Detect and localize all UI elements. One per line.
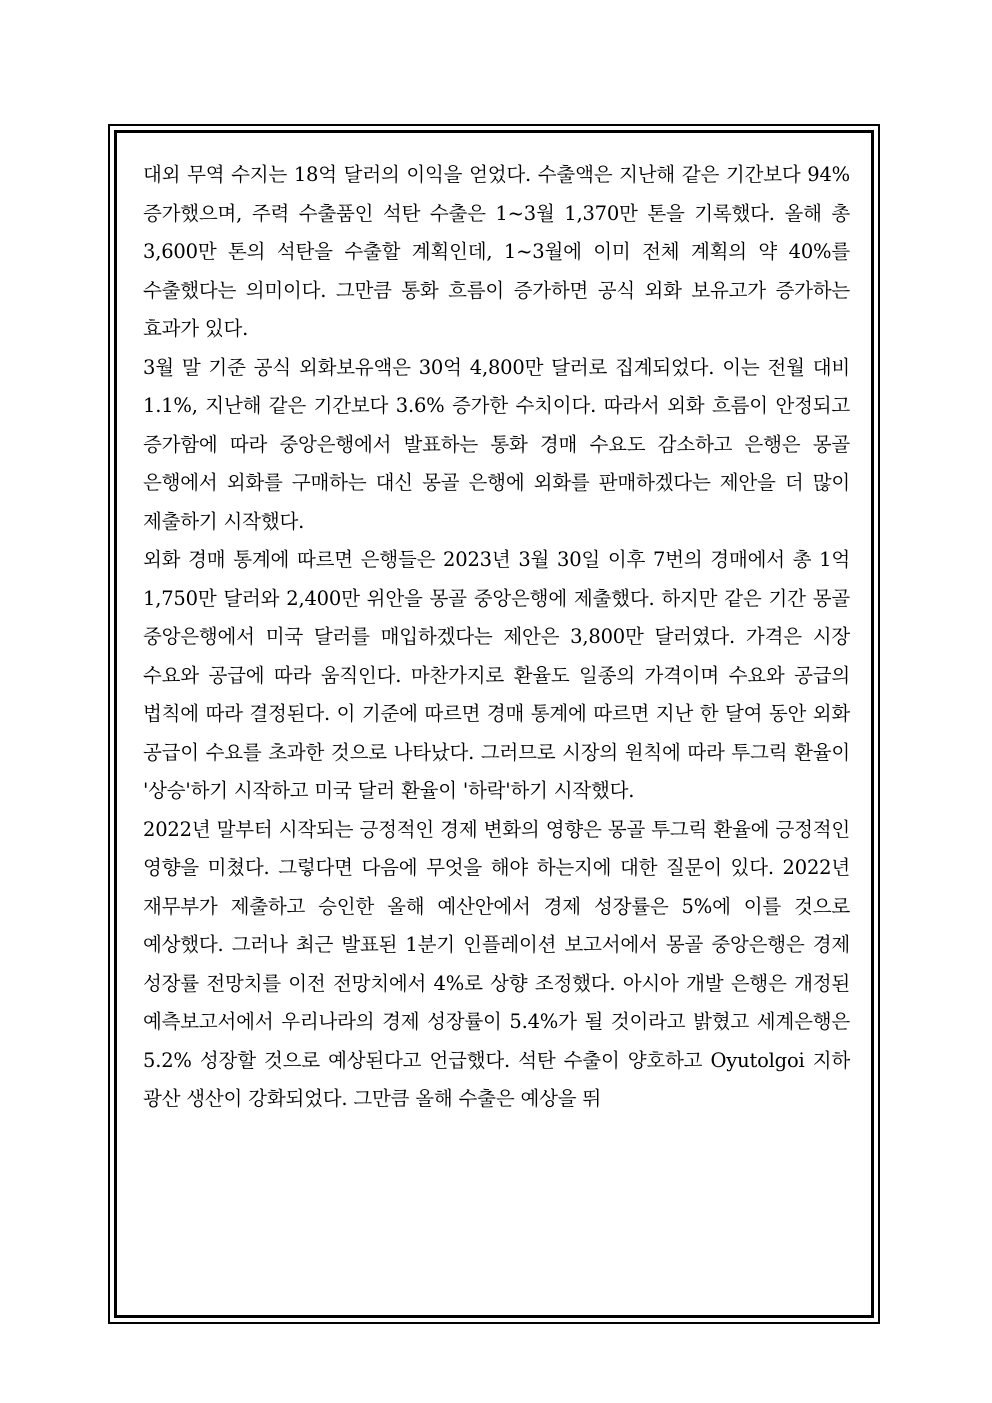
paragraph-currency-auction: 외화 경매 통계에 따르면 은행들은 2023년 3월 30일 이후 7번의 경매에서 총 1억 1,750만 달러와 2,400만 위안을 몽골 중앙은행에 제출했다. 하지만 같은 기간 몽골 중앙은행에서 미국 달러를 매입하겠다는 제안은 3,800만 달러였다. 가격은 시장 수요와 공급에 따라 움직인다. 마찬가지로 환율도 일종의 가격이며 수요와 공급의 법칙에 따라 결정된다. 이 기준에 따르면 경매 통계에 따르면 지난 한 달여 동안 외화 공급이 수요를 초과한 것으로 나타났다. 그러므로 시장의 원칙에 따라 투그릭 환율이 '상승'하기 시작하고 미국 달러 환율이 '하락'하기 시작했다. [143,548,850,802]
paragraph-economic-outlook: 2022년 말부터 시작되는 긍정적인 경제 변화의 영향은 몽골 투그릭 환율에 긍정적인 영향을 미쳤다. 그렇다면 다음에 무엇을 해야 하는지에 대한 질문이 있다. 2022년 재무부가 제출하고 승인한 올해 예산안에서 경제 성장률은 5%에 이를 것으로 예상했다. 그러나 최근 발표된 1분기 인플레이션 보고서에서 몽골 중앙은행은 경제 성장률 전망치를 이전 전망치에서 4%로 상향 조정했다. 아시아 개발 은행은 개정된 예측보고서에서 우리나라의 경제 성장률이 5.4%가 될 것이라고 밝혔고 세계은행은 5.2% 성장할 것으로 예상된다고 언급했다. 석탄 수출이 양호하고 Oyutolgoi 지하 광산 생산이 강화되었다. 그만큼 올해 수출은 예상을 뛰 [143,817,850,1110]
document-body [143,156,850,1119]
paragraph-reserves: 3월 말 기준 공식 외화보유액은 30억 4,800만 달러로 집계되었다. 이는 전월 대비 1.1%, 지난해 같은 기간보다 3.6% 증가한 수치이다. 따라서 외화 흐름이 안정되고 증가함에 따라 중앙은행에서 발표하는 통화 경매 수요도 감소하고 은행은 몽골 은행에서 외화를 구매하는 대신 몽골 은행에 외화를 판매하겠다는 제안을 더 많이 제출하기 시작했다. [143,355,850,533]
paragraph-trade-balance: 대외 무역 수지는 18억 달러의 이익을 얻었다. 수출액은 지난해 같은 기간보다 94% 증가했으며, 주력 수출품인 석탄 수출은 1~3월 1,370만 톤을 기록했다. 올해 총 3,600만 톤의 석탄을 수출할 계획인데, 1~3월에 이미 전체 계획의 약 40%를 수출했다는 의미이다. 그만큼 통화 흐름이 증가하면 공식 외화 보유고가 증가하는 효과가 있다. [143,163,850,340]
